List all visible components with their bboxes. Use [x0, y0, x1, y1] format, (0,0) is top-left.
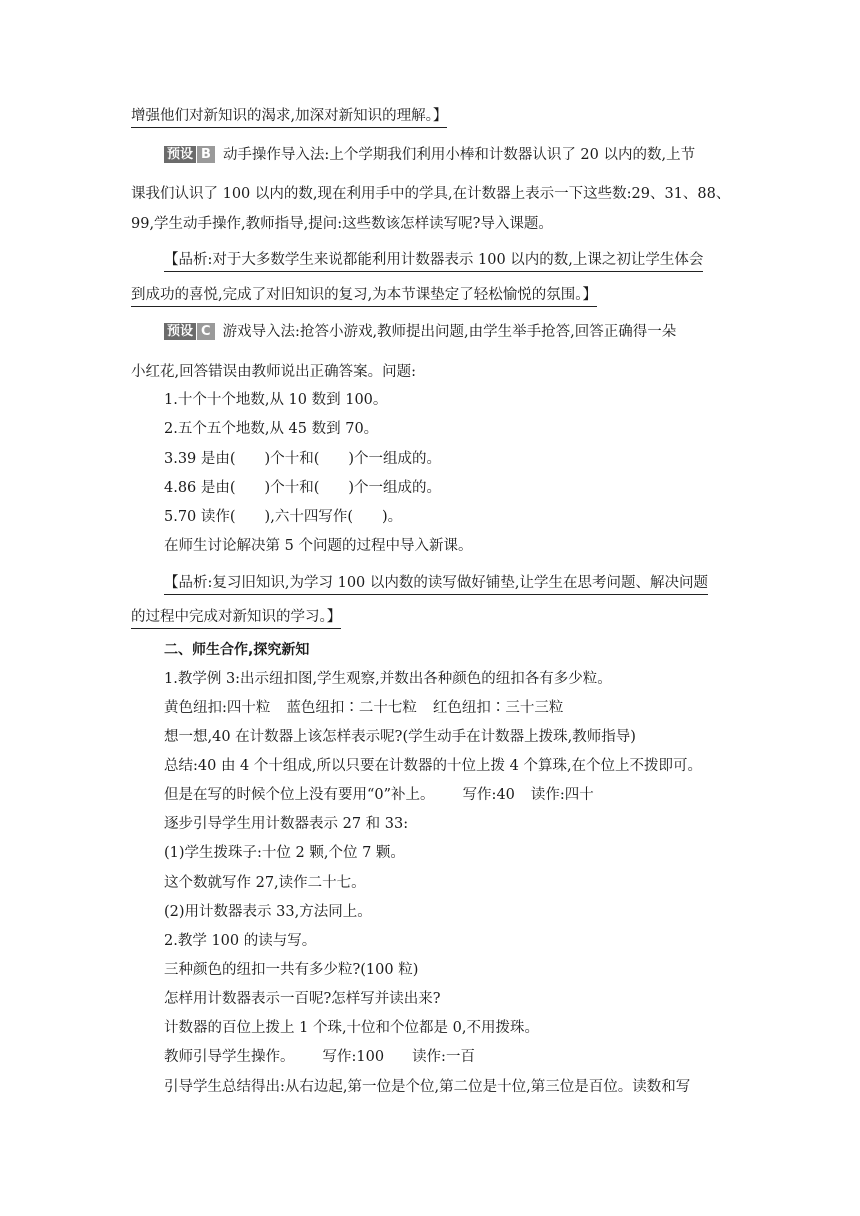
section2-line1: 1.教学例 3:出示纽扣图,学生观察,并数出各种颜色的纽扣各有多少粒。: [164, 671, 612, 687]
section2-line15: 引导学生总结得出:从右边起,第一位是个位,第二位是十位,第三位是百位。读数和写: [164, 1079, 691, 1095]
preset-tag-word: 预设: [164, 323, 196, 340]
question-5: 5.70 读作( ),六十四写作( )。: [164, 509, 403, 525]
blue-count: 蓝色纽扣∶二十七粒: [286, 700, 417, 716]
preset-b-text: 动手操作导入法:上个学期我们利用小棒和计数器认识了 20 以内的数,上节: [222, 147, 696, 163]
write-40: 写作:40: [462, 787, 515, 803]
analysis-b-line1: 【品析:对于大多数学生来说都能利用计数器表示 100 以内的数,上课之初让学生体会: [164, 250, 703, 272]
question-2: 2.五个五个地数,从 45 数到 70。: [164, 421, 379, 437]
analysis-b-line2: 到成功的喜悦,完成了对旧知识的复习,为本节课垫定了轻松愉悦的氛围。】: [131, 285, 597, 307]
preset-c-text: 游戏导入法:抢答小游戏,教师提出问题,由学生举手抢答,回答正确得一朵: [222, 324, 677, 340]
write-100: 写作:100: [322, 1049, 385, 1065]
section2-line12: 怎样用计数器表示一百呢?怎样写并读出来?: [164, 991, 441, 1007]
section2-line3: 想一想,40 在计数器上该怎样表示呢?(学生动手在计数器上拨珠,教师指导): [164, 729, 636, 745]
yellow-count: 黄色纽扣:四十粒: [164, 700, 271, 716]
preset-c-tag: [164, 323, 215, 340]
preset-tag-letter: B: [196, 146, 215, 163]
section2-line10: 2.教学 100 的读与写。: [164, 933, 317, 949]
section-heading: 二、师生合作,探究新知: [164, 642, 310, 658]
intro-tail-text: 增强他们对新知识的渴求,加深对新知识的理解。】: [131, 106, 447, 128]
zero-note: 但是在写的时候个位上没有要用“0”补上。: [164, 787, 435, 803]
preset-tag-letter: C: [196, 323, 215, 340]
preset-tag-word: 预设: [164, 146, 196, 163]
preset-b-paragraph-line1: [164, 145, 695, 165]
teacher-guide: 教师引导学生操作。: [164, 1049, 295, 1065]
preset-c-paragraph-line1: [164, 322, 676, 342]
read-100: 读作:一百: [412, 1049, 475, 1065]
question-4: 4.86 是由( )个十和( )个一组成的。: [164, 480, 442, 496]
preset-b-tag: [164, 146, 215, 163]
red-count: 红色纽扣∶三十三粒: [432, 700, 564, 716]
section2-line5: [164, 785, 594, 805]
analysis-c-line2: 的过程中完成对新知识的学习。】: [131, 607, 341, 629]
preset-c-closing: 在师生讨论解决第 5 个问题的过程中导入新课。: [164, 538, 473, 554]
section2-line11: 三种颜色的纽扣一共有多少粒?(100 粒): [164, 962, 419, 978]
section2-line13: 计数器的百位上拨上 1 个珠,十位和个位都是 0,不用拨珠。: [164, 1020, 539, 1036]
section2-line8: 这个数就写作 27,读作二十七。: [164, 875, 366, 891]
section2-line9: (2)用计数器表示 33,方法同上。: [164, 904, 372, 920]
question-1: 1.十个十个地数,从 10 数到 100。: [164, 392, 388, 408]
preset-b-line2: 课我们认识了 100 以内的数,现在利用手中的学具,在计数器上表示一下这些数:29、31、88、: [131, 186, 731, 202]
section2-line6: 逐步引导学生用计数器表示 27 和 33:: [164, 816, 409, 832]
section2-line4: 总结:40 由 4 个十组成,所以只要在计数器的十位上拨 4 个算珠,在个位上不拨即可。: [164, 758, 703, 774]
analysis-c-line1: 【品析:复习旧知识,为学习 100 以内数的读写做好铺垫,让学生在思考问题、解决问题: [164, 573, 708, 595]
section2-line7: (1)学生拨珠子:十位 2 颗,个位 7 颗。: [164, 845, 405, 861]
question-3: 3.39 是由( )个十和( )个一组成的。: [164, 451, 442, 467]
button-counts-line: [164, 698, 563, 718]
preset-c-line2: 小红花,回答错误由教师说出正确答案。问题:: [131, 364, 416, 380]
read-40: 读作:四十: [530, 787, 594, 803]
preset-b-line3: 99,学生动手操作,教师指导,提问:这些数该怎样读写呢?导入课题。: [131, 216, 553, 232]
section2-line14: [164, 1047, 475, 1067]
